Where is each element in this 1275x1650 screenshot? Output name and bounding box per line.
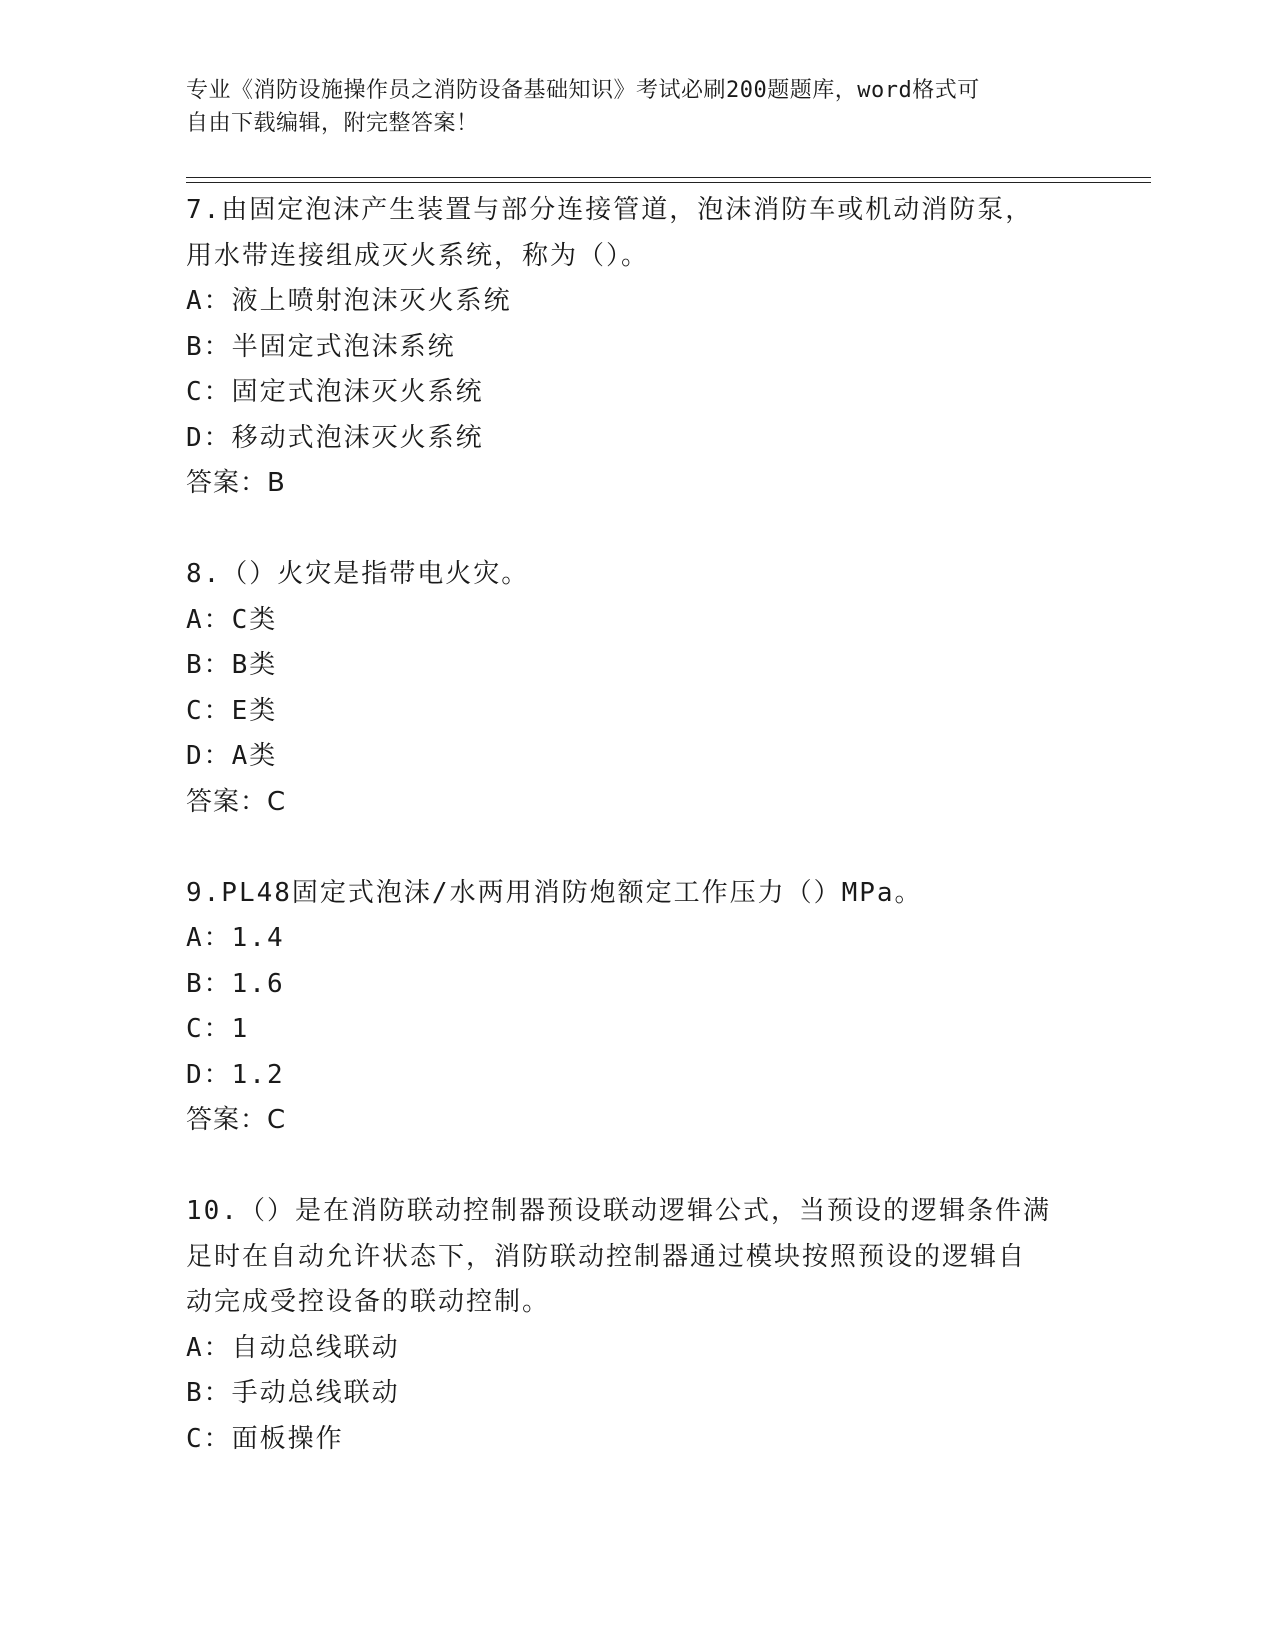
option-b	[186, 962, 1086, 1008]
option-text: C类	[231, 604, 278, 635]
option-a	[186, 1326, 1086, 1372]
option-a	[186, 279, 1086, 325]
question-7	[186, 188, 1086, 507]
option-letter: C：	[186, 1423, 232, 1454]
question-text-line: 足时在自动允许状态下，消防联动控制器通过模块按照预设的逻辑自	[186, 1241, 1027, 1272]
option-d	[186, 734, 1086, 780]
option-c	[186, 689, 1086, 735]
option-text: 固定式泡沫灭火系统	[231, 377, 484, 407]
option-letter: B：	[186, 650, 232, 680]
option-letter: D：	[186, 1059, 232, 1090]
header-line-1: 专业《消防设施操作员之消防设备基础知识》考试必刷200题题库，word格式可	[186, 78, 980, 103]
spacer	[186, 507, 1086, 553]
document-header	[186, 74, 1066, 140]
question-text-line: 8.（）火灾是指带电火灾。	[186, 559, 530, 589]
option-letter: D：	[186, 422, 232, 453]
option-letter: C：	[186, 695, 232, 726]
option-text: A类	[231, 741, 278, 771]
option-a	[186, 598, 1086, 644]
option-c	[186, 1417, 1086, 1463]
option-letter: C：	[186, 1014, 232, 1044]
option-letter: C：	[186, 377, 232, 407]
option-text: 手动总线联动	[231, 1378, 400, 1408]
option-text: E类	[231, 695, 278, 726]
option-letter: B：	[186, 331, 232, 362]
option-a	[186, 916, 1086, 962]
option-b	[186, 1371, 1086, 1417]
spacer	[186, 825, 1086, 871]
question-9	[186, 871, 1086, 1144]
question-10	[186, 1189, 1086, 1462]
option-letter: A：	[186, 604, 232, 635]
option-letter: A：	[186, 286, 232, 316]
question-8	[186, 552, 1086, 825]
option-d	[186, 1053, 1086, 1099]
option-text: 半固定式泡沫系统	[231, 331, 456, 362]
option-letter: B：	[186, 968, 232, 999]
option-text: 液上喷射泡沫灭火系统	[231, 286, 512, 316]
spacer	[186, 1144, 1086, 1190]
option-text: 面板操作	[231, 1423, 344, 1454]
option-letter: D：	[186, 741, 232, 771]
option-c	[186, 1007, 1086, 1053]
question-text-line: 10.（）是在消防联动控制器预设联动逻辑公式，当预设的逻辑条件满	[186, 1196, 1051, 1226]
option-text: B类	[231, 650, 278, 680]
option-c	[186, 370, 1086, 416]
question-text-line: 动完成受控设备的联动控制。	[186, 1287, 551, 1317]
option-letter: A：	[186, 1332, 232, 1363]
option-b	[186, 325, 1086, 371]
option-letter: B：	[186, 1378, 232, 1408]
question-text-line: 9.PL48固定式泡沫/水两用消防炮额定工作压力（）MPa。	[186, 877, 923, 908]
answer-line: 答案：B	[186, 468, 286, 498]
header-divider-top	[186, 177, 1151, 178]
option-d	[186, 416, 1086, 462]
option-text: 1	[231, 1014, 250, 1044]
question-list	[186, 188, 1086, 1462]
option-b	[186, 643, 1086, 689]
question-text-line: 用水带连接组成灭火系统，称为（）。	[186, 240, 650, 271]
option-text: 移动式泡沫灭火系统	[231, 422, 484, 453]
option-text: 1.4	[231, 923, 285, 953]
option-text: 1.2	[231, 1059, 285, 1090]
option-text: 1.6	[231, 968, 285, 999]
option-letter: A：	[186, 923, 232, 953]
question-text-line: 7.由固定泡沫产生装置与部分连接管道，泡沫消防车或机动消防泵，	[186, 195, 1034, 225]
answer-line: 答案：C	[186, 1105, 287, 1135]
answer-line: 答案：C	[186, 786, 287, 817]
header-divider-bottom	[186, 182, 1151, 183]
header-line-2: 自由下载编辑，附完整答案！	[186, 111, 479, 136]
option-text: 自动总线联动	[231, 1332, 400, 1363]
